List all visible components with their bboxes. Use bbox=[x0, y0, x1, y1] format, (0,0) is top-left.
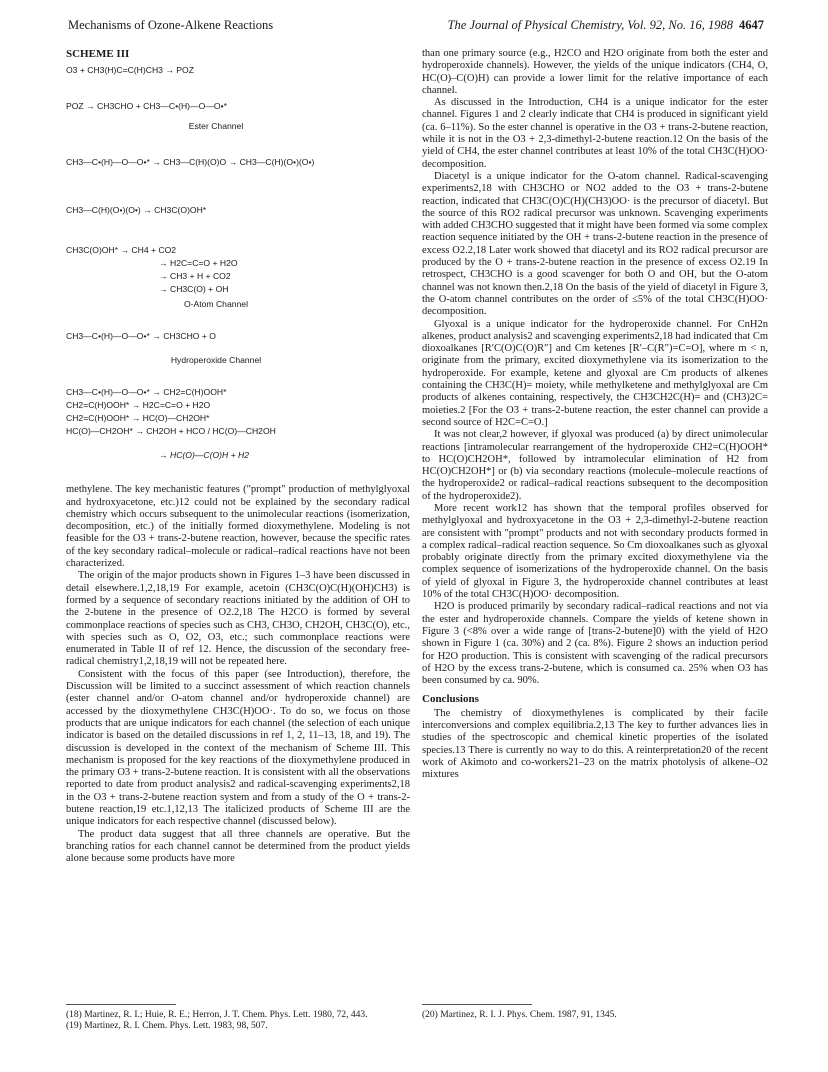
footnote-rule bbox=[66, 1004, 176, 1005]
footnotes-right bbox=[422, 1010, 768, 1021]
footnote-rule bbox=[422, 1004, 532, 1005]
right-column bbox=[422, 48, 768, 782]
scheme-line: CH3—C•(H)—O—O•* → CH2=C(H)OOH* bbox=[66, 387, 227, 398]
reaction-scheme bbox=[66, 64, 410, 484]
footnote: (19) Martinez, R. I. Chem. Phys. Lett. 1983, 98, 507. bbox=[66, 1021, 268, 1031]
scheme-line: HC(O)—CH2OH* → CH2OH + HCO / HC(O)—CH2OH bbox=[66, 426, 276, 437]
journal-citation: The Journal of Physical Chemistry, Vol. 92, No. 16, 1988 bbox=[447, 18, 733, 32]
scheme-line: POZ → CH3CHO + CH3—C•(H)—O—O•* bbox=[66, 101, 227, 112]
running-head-left: Mechanisms of Ozone-Alkene Reactions bbox=[68, 18, 274, 32]
scheme-line: CH2=C(H)OOH* → H2C=C=O + H2O bbox=[66, 400, 211, 411]
page-number: 4647 bbox=[739, 18, 764, 32]
paragraph: As discussed in the Introduction, CH4 is a unique indicator for the ester channel. Figures 1 and 2 clearly indicate that CH4 is produced in significant yield (ca. 6–11%). So the ester channel is operative in the O3 + trans-2-butene reaction, while it is not in the O3 + 2,3-dimethyl-2-butene reaction.12 On the basis of the yield of CH4, the ester channel contributes at least 10% of the total CH3C(H)OO· decomposition. bbox=[422, 97, 768, 170]
paragraph: methylene. The key mechanistic features ("prompt" production of methylglyoxal and hydroxyacetone, etc.)12 could not be explained by the secondary radical chemistry which occurs subsequent to the unimolecular reactions (isomerization, decomposition, etc.) of the initially formed dioxymethylene. Modeling is not feasible for the O3 + trans-2-butene reaction, however, because the specific rates of the key secondary radical–molecule or radical–radical reactions have not been characterized. bbox=[66, 484, 410, 570]
running-head-right bbox=[448, 18, 764, 33]
paragraph: Diacetyl is a unique indicator for the O-atom channel. Radical-scavenging experiments2,18 with CH3CHO or NO2 added to the O3 + trans-2-butene reaction, indicated that CH3C(O)C(H)(CH3)OO· is the precursor of diacetyl. But the source of this RO2 radical precursor was unknown. Scavenging experiments with added CH3CHO suggested that it might have been formed via some complex reaction sequence initiated by the OH + trans-2-butene reaction in the presence of excess O2.2,18 Later work showed that diacetyl and its RO2 radical precursor are produced by the O + trans-2-butene reaction in the presence of excess O2.19 In retrospect, CH3CHO is a good scavenger for both O and OH, but the O-atom channel was not known then.2,18 On the basis of the yield of diacetyl in Figure 3, the O-atom channel contributes on the order of ≤5% of the total CH3C(H)OO· decomposition. bbox=[422, 170, 768, 318]
paragraph: The product data suggest that all three channels are operative. But the branching ratios for each channel cannot be determined from the product yields alone because some products have more bbox=[66, 828, 410, 865]
scheme-line: → CH3 + H + CO2 bbox=[159, 271, 231, 282]
hydroperoxide-channel-label: Hydroperoxide Channel bbox=[170, 355, 262, 366]
paragraph: The origin of the major products shown in Figures 1–3 have been discussed in detail elsewhere.1,2,18,19 For example, acetoin (CH3C(O)C(H)(OH)CH3) is formed by a sequence of secondary reactions initiated by the addition of OH to the 2-butene in the presence of O2.2,18 The H2CO is formed by several commonplace reactions of species such as CH3, CH3O, CH2OH, CH3C(O), etc., with species such as O, O2, O3, etc.; such commonplace reactions were enumerated in Table II of ref 12. Hence, the discussion of the secondary free-radical chemistry1,2,18,19 will not be repeated here. bbox=[66, 570, 410, 668]
ester-channel-label: Ester Channel bbox=[188, 121, 244, 132]
scheme-line: → CH3C(O) + OH bbox=[159, 284, 229, 295]
scheme-line: CH3—C•(H)—O—O•* → CH3—C(H)(O)O → CH3—C(H)(O•)(O•) bbox=[66, 157, 315, 168]
paragraph: Glyoxal is a unique indicator for the hydroperoxide channel. For CnH2n alkenes, product analysis2 and scavenging experiments2,18 had indicated that Cm dioxoalkanes [R′C(O)C(O)R″] and Cm ketenes [R′–C(R″)=C=O], where m < n, originate from the primary, excited dioxymethylene via its isomerization to the hydroperoxide. For example, ketene and glyoxal are Cm products of alkenes containing the CH3C(H)= moiety, while methylketene and methylglyoxal are Cm products of alkenes containing, respectively, the CH3CH2C(H)= and (CH3)2C= moieties.2 [For the O3 + trans-2-butene reaction, the ester channel can provide a second source of H2C=C=O.] bbox=[422, 318, 768, 428]
scheme-line: CH3—C(H)(O•)(O•) → CH3C(O)OH* bbox=[66, 205, 207, 216]
scheme-line: CH3—C•(H)—O—O•* → CH3CHO + O bbox=[66, 331, 216, 342]
paragraph: H2O is produced primarily by secondary radical–radical reactions and not via the ester and hydroperoxide channels. Compare the yields of ketene shown in Figure 3 (<8% over a wide range of [trans-2-butene]0) with the yield of H2O shown in Figure 1 (ca. 30%) and 2 (ca. 8%). Figure 2 shows an induction period for H2O production. This is consistent with scavenging of the radical precursors of H2O by the excess trans-2-butene, which is consumed ca. 25% when O3 has been consumed by ca. 90%. bbox=[422, 601, 768, 687]
scheme-line: O3 + CH3(H)C=C(H)CH3 → POZ bbox=[66, 65, 194, 76]
section-heading: Conclusions bbox=[422, 693, 479, 706]
paragraph: More recent work12 has shown that the temporal profiles observed for methylglyoxal and hydroxyacetone in the O3 + 2,3-dimethyl-2-butene reaction are consistent with "prompt" products and not with secondary products formed in a complex radical–radical reaction sequence. So Cm dioxoalkanes such as glyoxal probably originate directly from the primary excited dioxymethylene via the complex sequence of isomerizations of the hydroperoxide channel. On the basis of yield of glyoxal in Figure 3, the hydroperoxide channel contributes at least 10% of the total CH3C(H)OO· decomposition. bbox=[422, 502, 768, 601]
paragraph: The chemistry of dioxymethylenes is complicated by their facile interconversions and complex equilibria.2,13 The key to further advances lies in studies of the spectroscopic and chemical kinetic properties of the isolated species.13 There is currently no way to do this. A reinterpretation20 of the recent work of Akimoto and co-workers21–23 on the matrix photolysis of alkene–O2 mixtures bbox=[422, 707, 768, 781]
footnotes-left bbox=[66, 1010, 410, 1032]
scheme-line: → HC(O)—C(O)H + H2 bbox=[159, 450, 249, 461]
scheme-line: CH2=C(H)OOH* → HC(O)—CH2OH* bbox=[66, 413, 210, 424]
o-atom-channel-label: O-Atom Channel bbox=[183, 299, 248, 310]
paragraph: than one primary source (e.g., H2CO and H2O originate from both the ester and hydroperoxide channels). However, the yields of the unique indicators (CH4, O, HC(O)–C(O)H) can provide a lower limit for the relative importance of each channel. bbox=[422, 48, 768, 96]
scheme-line: → H2C=C=O + H2O bbox=[159, 258, 238, 269]
footnote: (18) Martinez, R. I.; Huie, R. E.; Herron, J. T. Chem. Phys. Lett. 1980, 72, 443. bbox=[66, 1010, 368, 1020]
paragraph: Consistent with the focus of this paper (see Introduction), therefore, the Discussion will be limited to a succinct assessment of which reaction channels (ester channel and/or O-atom channel and/or hydroperoxide channel) are accessed by the dioxymethylene CH3C(H)OO·. To do so, we focus on those products that are unique indicators for each channel (the selection of each unique indicator is based on the detailed discussions in ref 1, 2, 11–13, 18, and 19). The discussion is developed in the context of the mechanism of Scheme III. This mechanism is proposed for the key reactions of the dioxymethylene produced in the primary O3 + trans-2-butene reaction. It is consistent with all the observations reported to date from product analysis2 and radical-scavenging experiments2,18 in the O3 + trans-2-butene reaction system and from a study of the O + trans-2-butene reaction,19 etc.1,12,13 The italicized products of Scheme III are the unique indicators for each respective channel (discussed below). bbox=[66, 668, 410, 828]
footnote: (20) Martinez, R. I. J. Phys. Chem. 1987, 91, 1345. bbox=[422, 1010, 617, 1020]
scheme-title: SCHEME III bbox=[66, 48, 130, 60]
scheme-line: CH3C(O)OH* → CH4 + CO2 bbox=[66, 245, 177, 256]
paragraph: It was not clear,2 however, if glyoxal was produced (a) by direct unimolecular reactions [intramolecular rearrangement of the hydroperoxide CH2=C(H)OOH* to HC(O)CH2OH*, followed by intramolecular elimination of H2 from HC(O)CH2OH*] or (b) via secondary reactions (molecule–molecule reactions of the hydroperoxide2 or radical–radical reactions subsequent to the decomposition of the hydroperoxide2). bbox=[422, 429, 768, 502]
left-column bbox=[66, 48, 410, 866]
